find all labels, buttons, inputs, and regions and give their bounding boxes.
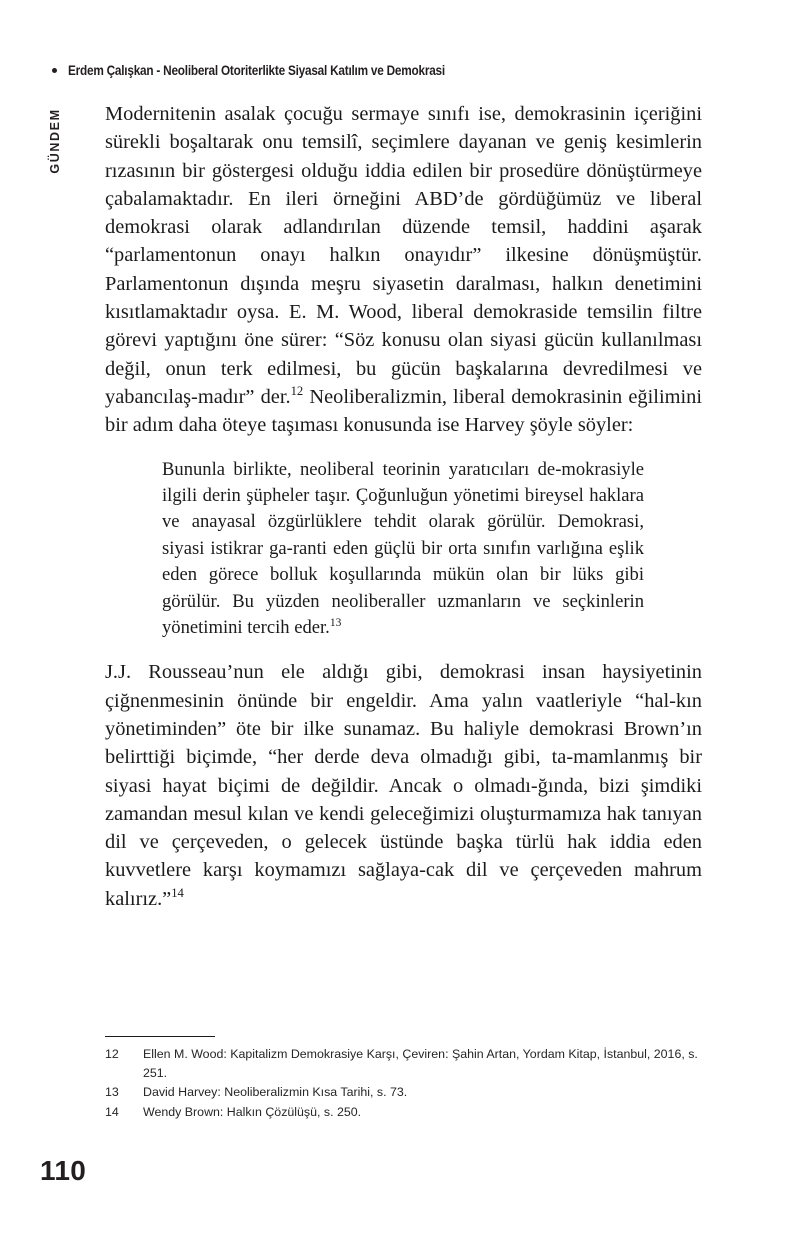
block-quote-paragraph xyxy=(162,457,644,642)
footnote-item xyxy=(105,1083,702,1102)
running-header xyxy=(52,60,752,80)
running-header-title: Neoliberal Otoriterlikte Siyasal Katılım ve Demokrasi xyxy=(163,62,445,78)
body-paragraph-2 xyxy=(105,658,702,913)
footnote-ref-12[interactable]: 12 xyxy=(290,384,304,399)
section-tab xyxy=(44,96,66,186)
footnote-text: Wendy Brown: Halkın Çözülüşü, s. 250. xyxy=(143,1104,362,1119)
block-quote-text: Bununla birlikte, neoliberal teorinin yaratıcıları de-mokrasiyle ilgili derin şüpheler taşır. Çoğunluğun yönetimi bireysel haklara ve anayasal özgürlüklere tehdit olarak görülür. Demokrasi, siyasi istikrar ga-ranti eden güçlü bir orta sınıfın varlığına eşlik eden görece bolluk koşullarında mükün olan bir lüks gibi görülür. Bu yüzden neoliberaller uzmanların ve seçkinlerin yönetimini tercih eder. xyxy=(162,458,644,638)
page-number: 110 xyxy=(40,1155,87,1186)
running-header-text xyxy=(68,63,445,78)
footnote-number: 12 xyxy=(105,1047,119,1061)
footnote-ref-14[interactable]: 14 xyxy=(171,885,184,900)
bullet-icon xyxy=(52,68,57,73)
paragraph-1-text-a: Modernitenin asalak çocuğu sermaye sınıfı ise, demokrasinin içeriğini sürekli boşaltarak onu temsilî, seçimlere dayanan ve geniş kesimlerin rızasının bir göstergesi olduğu iddia edilen bir prosedüre dönüştürmeye çabalamaktadır. En ileri örneğini ABD’de gördüğümüz ve liberal demokrasi olarak adlandırılan düzende temsil, haddini aşarak “parlamentonun onayı halkın onayıdır” ilkesine dönüşmüştür. Parlamentonun dışında meşru siyasetin daralması, halkın denetimini kısıtlamaktadır oysa. E. M. Wood, liberal demokraside temsilin filtre görevi yaptığını öne sürer: “Söz konusu olan siyasi gücün kullanılması değil, onun terk edilmesi, bu gücün başkalarına devredilmesi ve yabancılaş-madır” der. xyxy=(105,103,702,408)
paragraph-2-text: J.J. Rousseau’nun ele aldığı gibi, demokrasi insan haysiyetinin çiğnenmesinin önünde bir engeldir. Ama yalın vaatleriyle “hal-kın yönetiminden” öte bir ilke sunamaz. Bu haliyle demokrasi Brown’ın belirttiği biçimde, “her derde deva olmadığı gibi, ta-mamlanmış bir siyasi hayat biçimi de değildir. Ancak o olmadı-ğında, bizi şimdiki zamandan mesul kılan ve kendi geleceğimizi oluşturmamıza hak tanıyan dil ve çerçeveden, o gelecek üstünde başka türlü hak iddia eden kuvvetlere karşı koymamızı sağlaya-cak dil ve çerçeveden mahrum kalırız.” xyxy=(105,661,702,910)
footnote-item xyxy=(105,1103,702,1122)
footnote-number: 14 xyxy=(105,1104,119,1119)
footnote-text: Ellen M. Wood: Kapitalizm Demokrasiye Karşı, Çeviren: Şahin Artan, Yordam Kitap, İstanbul, 2016, s. 251. xyxy=(143,1047,698,1080)
footnote-number: 13 xyxy=(105,1085,119,1100)
body-paragraph-1 xyxy=(105,100,702,440)
footnotes-block xyxy=(105,1036,702,1122)
main-text-column xyxy=(105,100,702,913)
footnote-item xyxy=(105,1045,702,1082)
footnote-separator-rule xyxy=(105,1036,215,1037)
section-tab-label: GÜNDEM xyxy=(48,108,62,174)
block-quote xyxy=(105,457,702,642)
paragraph-1-text-b: Neoliberalizmin, liberal demokrasinin eğilimini bir adım daha öteye taşıması konusunda ise Harvey şöyle söyler: xyxy=(105,385,702,437)
running-header-author: Erdem Çalışkan xyxy=(68,62,154,78)
footnote-text: David Harvey: Neoliberalizmin Kısa Tarihi, s. 73. xyxy=(143,1085,408,1100)
footnote-ref-13[interactable]: 13 xyxy=(329,616,342,629)
running-header-separator: - xyxy=(153,62,164,78)
